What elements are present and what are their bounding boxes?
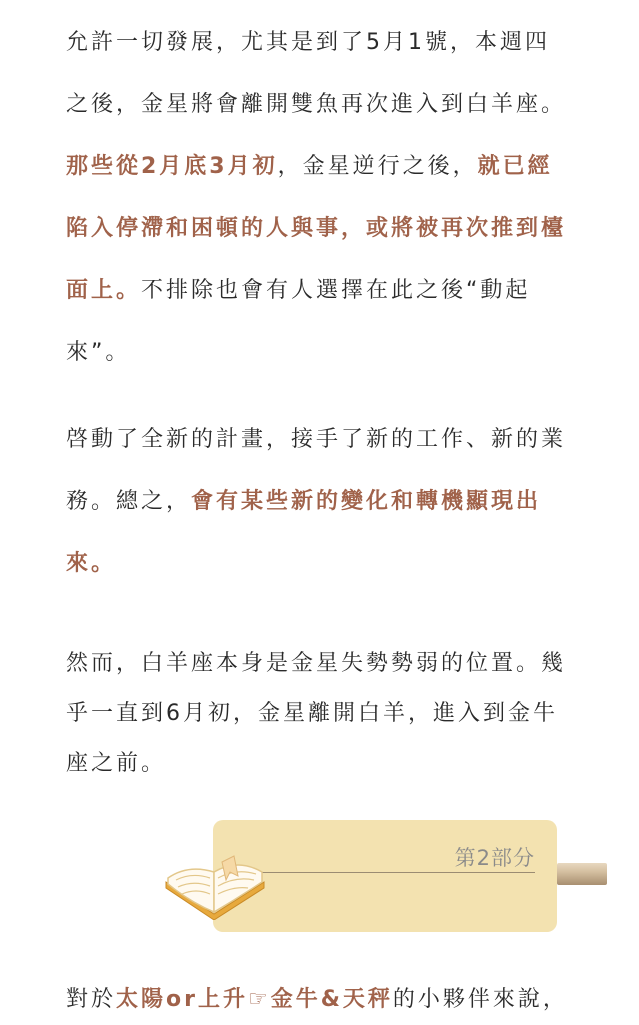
text-line: 允許一切發展，尤其是到了5月1號，本週四 [66,30,550,55]
text-line [66,260,566,322]
text-line: 座之前。 [66,751,167,776]
pointer-hand-icon: ☞ [247,987,271,1012]
text-line [66,471,566,533]
highlight-text: 就已經 [477,154,553,179]
plain-text: 務。總之， [66,489,192,514]
text-line: 啓動了全新的計畫，接手了新的工作、新的業 [66,427,567,452]
highlight-text: 金牛&天秤 [270,987,393,1012]
paragraph-venus-aries [66,12,566,384]
text-line: 來”。 [66,340,131,365]
plain-text: 不排除也會有人選擇在此之後“動起 [141,278,531,303]
open-book-icon [160,842,270,920]
paragraph-taurus-libra [66,975,568,1025]
highlight-text: 太陽or上升 [116,987,248,1012]
section-underline [253,872,535,873]
text-line [66,975,568,1025]
highlight-text: 那些從2月底3月初 [66,154,278,179]
plain-text: 對於 [66,987,117,1012]
section-divider-bar [557,863,607,885]
highlight-text: 會有某些新的變化和轉機顯現出 [191,489,542,514]
highlight-text: 陷入停滯和困頓的人與事，或將被再次推到檯 [66,216,567,241]
paragraph-venus-weak [66,639,566,789]
paragraph-new-plans [66,409,566,595]
text-line [66,136,566,198]
plain-text: ，金星逆行之後， [277,154,478,179]
plain-text: 的小夥伴來說， [392,987,568,1012]
text-line: 然而，白羊座本身是金星失勢勢弱的位置。幾 [66,651,567,676]
highlight-text: 面上。 [66,278,142,303]
text-line: 乎一直到6月初，金星離開白羊，進入到金牛 [66,701,558,726]
highlight-text: 來。 [66,551,117,576]
section-label: 第2部分 [454,846,535,870]
text-line: 之後，金星將會離開雙魚再次進入到白羊座。 [66,92,567,117]
